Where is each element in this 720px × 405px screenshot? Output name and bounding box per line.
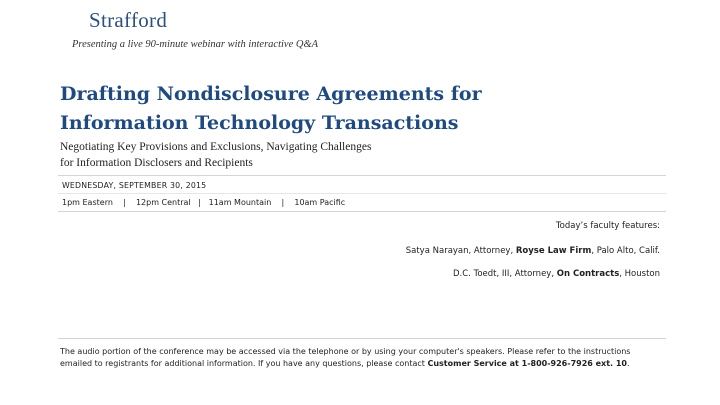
divider-date: [58, 193, 666, 194]
title-line-2: Information Technology Transactions: [60, 112, 459, 134]
faculty-name: Satya Narayan, Attorney,: [405, 246, 516, 256]
faculty-location: , Palo Alto, Calif.: [591, 246, 660, 256]
faculty-intro: Today’s faculty features:: [555, 221, 660, 231]
footer-text: The audio portion of the conference may be accessed via the telephone or by using your computer's speakers. Please refer to the instructions emailed to registrants for additional information. If you have any questions, please contact: [60, 347, 631, 368]
faculty-member-1: [406, 246, 660, 256]
webinar-title: [60, 80, 680, 138]
title-line-1: Drafting Nondisclosure Agreements for: [60, 83, 482, 105]
divider-footer: [58, 338, 666, 339]
faculty-name: D.C. Toedt, III, Attorney,: [452, 269, 557, 279]
subtitle-line-2: for Information Disclosers and Recipients: [60, 157, 253, 169]
faculty-location: , Houston: [619, 269, 660, 279]
faculty-firm: On Contracts: [556, 269, 620, 279]
divider-top: [58, 175, 666, 176]
faculty-member-2: [453, 269, 660, 279]
subtitle-line-1: Negotiating Key Provisions and Exclusions, Navigating Challenges: [60, 141, 372, 153]
event-times: 1pm Eastern | 12pm Central | 11am Mountain | 10am Pacific: [62, 198, 346, 207]
divider-times: [58, 211, 666, 212]
faculty-firm: Royse Law Firm: [515, 246, 592, 256]
webinar-subtitle: [60, 139, 660, 171]
customer-service-contact: Customer Service at 1-800-926-7926 ext. 10: [427, 359, 627, 368]
audio-instructions: [60, 346, 660, 370]
strafford-logo: Strafford: [89, 8, 168, 32]
event-date: WEDNESDAY, SEPTEMBER 30, 2015: [62, 181, 207, 190]
webinar-tagline: Presenting a live 90-minute webinar with interactive Q&A: [72, 39, 319, 50]
footer-end: .: [627, 359, 630, 368]
